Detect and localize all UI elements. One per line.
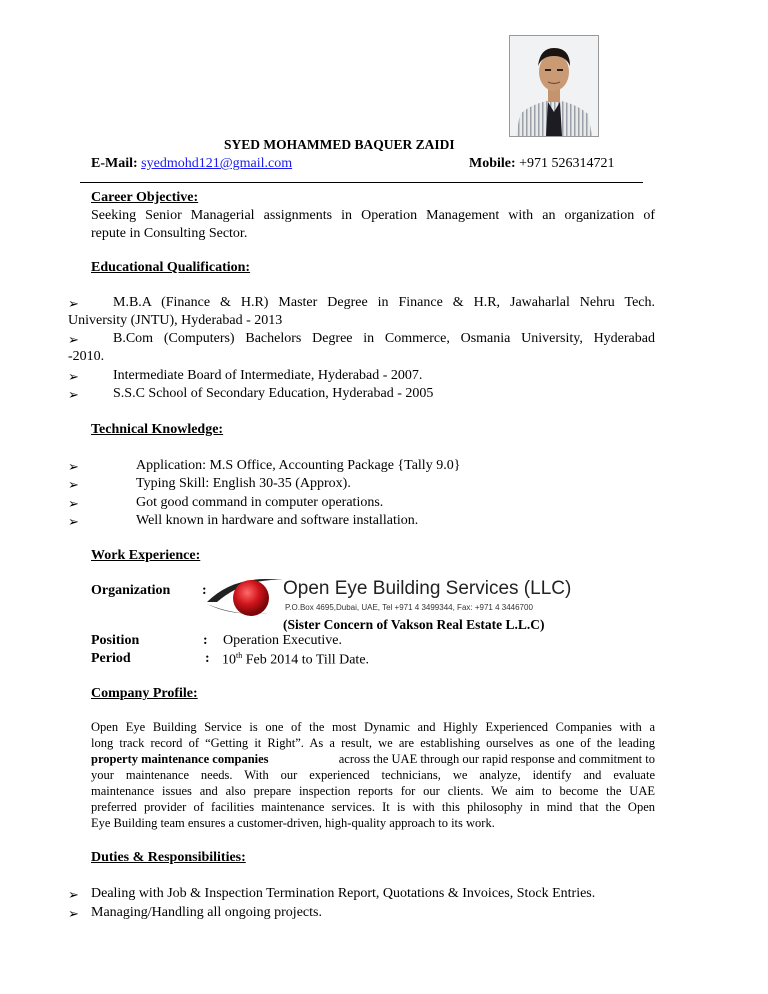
mobile-line — [469, 156, 615, 172]
email-line — [91, 156, 292, 172]
edu-item-1-line-2: University (JNTU), Hyderabad - 2013 — [68, 313, 283, 328]
bullet-arrow-icon: ➢ — [68, 906, 79, 921]
work-heading: Work Experience: — [91, 548, 201, 563]
bullet-arrow-icon: ➢ — [68, 332, 79, 347]
bullet-arrow-icon: ➢ — [68, 459, 79, 474]
tech-item-3: Got good command in computer operations. — [136, 495, 384, 510]
period-colon: : — [205, 651, 210, 666]
bullet-arrow-icon: ➢ — [68, 477, 79, 492]
edu-item-4: S.S.C School of Secondary Education, Hyderabad - 2005 — [113, 386, 434, 401]
career-heading: Career Objective: — [91, 190, 199, 205]
duty-item-1: Dealing with Job & Inspection Termination Report, Quotations & Invoices, Stock Entries. — [91, 886, 596, 901]
profile-line-3 — [91, 751, 655, 767]
period-suffix: th — [236, 651, 243, 660]
candidate-name: SYED MOHAMMED BAQUER ZAIDI — [224, 137, 455, 152]
email-label: E-Mail: — [91, 156, 138, 171]
person-photo-icon — [510, 36, 598, 136]
tech-item-2: Typing Skill: English 30-35 (Approx). — [136, 476, 351, 491]
company-logo — [205, 572, 572, 620]
bullet-arrow-icon: ➢ — [68, 387, 79, 402]
career-line-1: Seeking Senior Managerial assignments in Operation Management with an organization of — [91, 208, 655, 223]
email-link[interactable]: syedmohd121@gmail.com — [141, 156, 293, 171]
org-label: Organization — [91, 583, 171, 598]
period-day: 10 — [222, 652, 236, 668]
bullet-arrow-icon: ➢ — [68, 296, 79, 311]
profile-line-7: Eye Building team ensures a customer-driven, high-quality approach to its work. — [91, 816, 495, 830]
position-value: Operation Executive. — [223, 633, 342, 648]
period-rest: Feb 2014 to Till Date. — [242, 652, 370, 668]
edu-item-3: Intermediate Board of Intermediate, Hyderabad - 2007. — [113, 368, 423, 383]
period-value — [222, 651, 369, 669]
profile-line-4: your maintenance needs. With our experienced technicians, we analyze, identify and evaluate — [91, 768, 655, 782]
profile-line-6: preferred provider of facilities maintenance services. It is with this philosophy in mind that the Open — [91, 800, 655, 814]
bullet-arrow-icon: ➢ — [68, 369, 79, 384]
profile-line-5: maintenance issues and also prepare inspection reports for our clients. We aim to become the UAE — [91, 784, 655, 798]
duty-item-2: Managing/Handling all ongoing projects. — [91, 905, 322, 920]
position-colon: : — [203, 633, 208, 648]
mobile-label: Mobile: — [469, 156, 516, 171]
bullet-arrow-icon: ➢ — [68, 887, 79, 902]
duties-heading: Duties & Responsibilities: — [91, 850, 246, 865]
header-divider — [80, 182, 643, 183]
education-heading: Educational Qualification: — [91, 260, 251, 275]
profile-heading: Company Profile: — [91, 686, 198, 701]
bullet-arrow-icon: ➢ — [68, 496, 79, 511]
position-label: Position — [91, 633, 140, 648]
red-eye-logo-icon — [205, 572, 285, 620]
logo-company-name: Open Eye Building Services (LLC) — [283, 578, 572, 599]
profile-line-1: Open Eye Building Service is one of the most Dynamic and Highly Experienced Companies with a — [91, 720, 655, 734]
edu-item-2-line-2: -2010. — [68, 349, 105, 364]
tech-item-1: Application: M.S Office, Accounting Package {Tally 9.0} — [136, 458, 461, 473]
technical-heading: Technical Knowledge: — [91, 422, 224, 437]
profile-photo — [509, 35, 599, 137]
bullet-arrow-icon: ➢ — [68, 514, 79, 529]
period-label: Period — [91, 651, 131, 666]
profile-line-3-rest: across the UAE through our rapid response and commitment to — [338, 752, 655, 766]
edu-item-2-line-1: B.Com (Computers) Bachelors Degree in Commerce, Osmania University, Hyderabad — [113, 331, 655, 346]
org-colon: : — [202, 583, 207, 598]
profile-line-2: long track record of “Getting it Right”. As a result, we are establishing ourselves as one of the leading — [91, 736, 655, 750]
career-line-2: repute in Consulting Sector. — [91, 226, 248, 241]
edu-item-1-line-1: M.B.A (Finance & H.R) Master Degree in Finance & H.R, Jawaharlal Nehru Tech. — [113, 295, 655, 310]
profile-bold-phrase: property maintenance companies — [91, 752, 269, 766]
tech-item-4: Well known in hardware and software installation. — [136, 513, 419, 528]
sister-concern: (Sister Concern of Vakson Real Estate L.L.C) — [283, 617, 545, 632]
mobile-number: +971 526314721 — [519, 156, 615, 171]
logo-address: P.O.Box 4695,Dubai, UAE, Tel +971 4 3499344, Fax: +971 4 3446700 — [285, 603, 533, 612]
